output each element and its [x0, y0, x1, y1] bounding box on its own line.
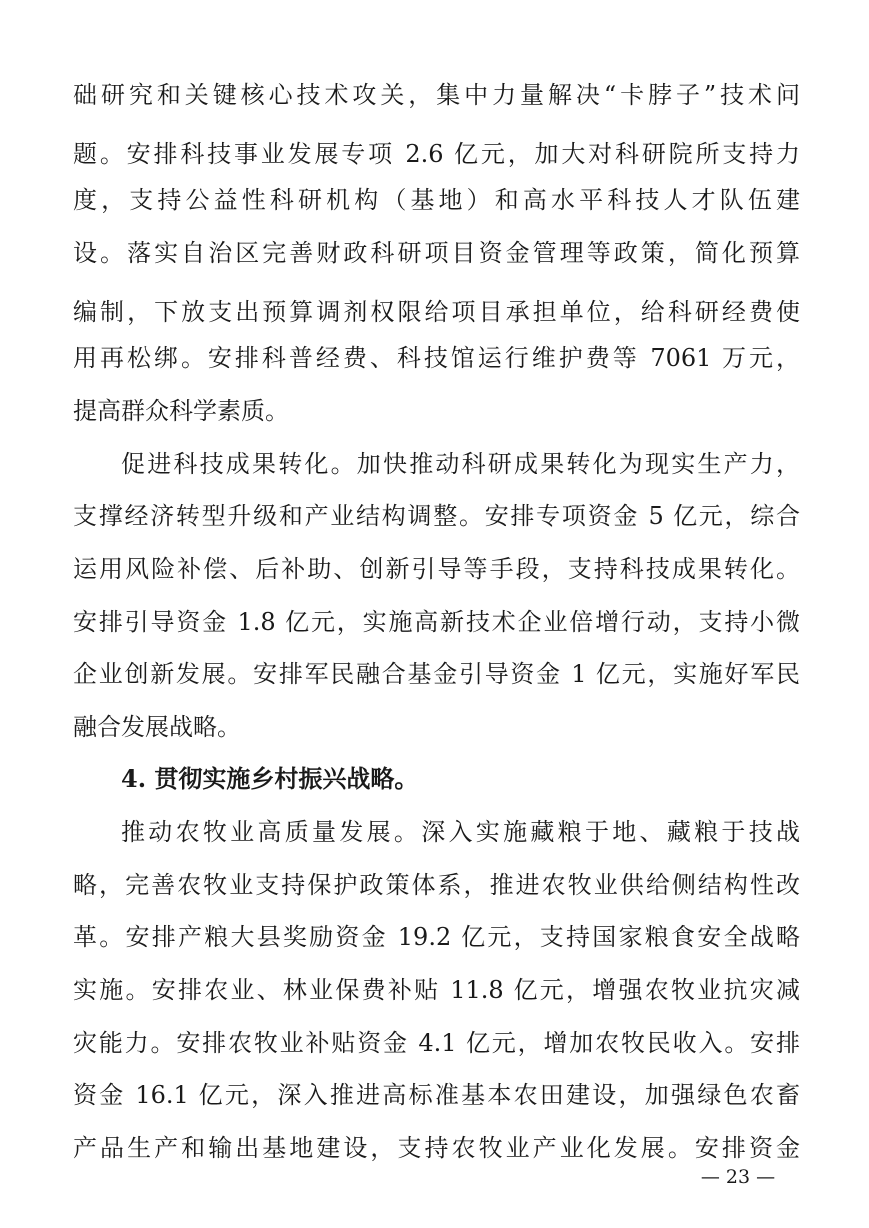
- paragraph-line: 产品生产和输出基地建设，支持农牧业产业化发展。安排资金: [73, 1134, 800, 1162]
- paragraph-line: 度，支持公益性科研机构（基地）和高水平科技人才队伍建: [73, 186, 800, 214]
- paragraph-line: 资金 16.1 亿元，深入推进高标准基本农田建设，加强绿色农畜: [73, 1081, 800, 1109]
- paragraph-line: 编制，下放支出预算调剂权限给项目承担单位，给科研经费使: [73, 298, 800, 326]
- paragraph-line: 设。落实自治区完善财政科研项目资金管理等政策，简化预算: [73, 239, 800, 267]
- paragraph-line: 促进科技成果转化。加快推动科研成果转化为现实生产力，: [121, 450, 800, 478]
- paragraph-line: 略，完善农牧业支持保护政策体系，推进农牧业供给侧结构性改: [73, 871, 800, 899]
- paragraph-line: 推动农牧业高质量发展。深入实施藏粮于地、藏粮于技战: [121, 818, 800, 846]
- paragraph-line: 融合发展战略。: [73, 713, 241, 741]
- paragraph-line: 题。安排科技事业发展专项 2.6 亿元，加大对科研院所支持力: [73, 140, 800, 168]
- paragraph-line: 安排引导资金 1.8 亿元，实施高新技术企业倍增行动，支持小微: [73, 608, 800, 636]
- paragraph-line: 革。安排产粮大县奖励资金 19.2 亿元，支持国家粮食安全战略: [73, 923, 800, 951]
- paragraph-line: 实施。安排农业、林业保费补贴 11.8 亿元，增强农牧业抗灾减: [73, 976, 800, 1004]
- section-heading: 4. 贯彻实施乡村振兴战略。: [121, 764, 419, 793]
- paragraph-line: 企业创新发展。安排军民融合基金引导资金 1 亿元，实施好军民: [73, 660, 800, 688]
- paragraph-line: 提高群众科学素质。: [73, 397, 289, 425]
- paragraph-line: 运用风险补偿、后补助、创新引导等手段，支持科技成果转化。: [73, 555, 800, 583]
- paragraph-line: 础研究和关键核心技术攻关，集中力量解决“卡脖子”技术问: [73, 81, 800, 109]
- paragraph-line: 灾能力。安排农牧业补贴资金 4.1 亿元，增加农牧民收入。安排: [73, 1029, 800, 1057]
- paragraph-line: 用再松绑。安排科普经费、科技馆运行维护费等 7061 万元，: [73, 344, 800, 372]
- page-number: — 23 —: [700, 1166, 776, 1188]
- paragraph-line: 支撑经济转型升级和产业结构调整。安排专项资金 5 亿元，综合: [73, 502, 800, 530]
